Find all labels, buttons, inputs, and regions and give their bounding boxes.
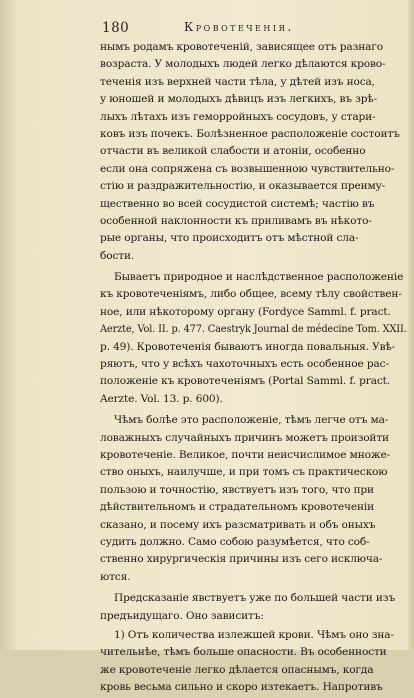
page-header (102, 20, 382, 40)
text-line: кровотеченіе. Великое, почти неисчислимое множе- (100, 448, 390, 461)
text-line: предъидущаго. Оно зависитъ: (100, 609, 264, 622)
text-line: Чѣмъ болѣе это расположеніе, тѣмъ легче отъ ма- (114, 414, 389, 427)
text-line: 1) Отъ количества излежшей крови. Чѣмъ оно зна- (114, 628, 394, 641)
text-line: Aerzte, Vol. II. p. 477. Caestryk Journal de médecine Tom. XXII. (100, 324, 407, 336)
paragraph (100, 412, 390, 586)
text-line: ются. (100, 570, 131, 583)
text-line: бости. (100, 249, 135, 262)
text-line: ряютъ, что у всѣхъ чахоточныхъ есть особенное рас- (100, 358, 389, 371)
text-line: лыхъ лѣтахъ изъ геморройныхъ сосудовъ, у стари- (100, 110, 376, 123)
text-line: сказано, и посему ихъ разсматривать и объ оныхъ (100, 518, 376, 531)
text-line: нымъ родамъ кровотеченій, зависящее отъ разнаго (100, 41, 383, 53)
text-line: Предсказаніе явствуетъ уже по большей части изъ (114, 592, 396, 605)
text-line: пользою и точностію, явствуетъ изъ того, что при (100, 483, 374, 496)
text-line: Aerzte. Vol. 13. p. 600). (100, 392, 223, 405)
page-number: 180 (102, 20, 130, 36)
text-line: ловажныхъ случайныхъ причинъ можетъ произойти (100, 431, 389, 444)
paragraph (100, 39, 400, 265)
text-line: ственно хирургическія причины изъ сего исключа- (100, 553, 383, 566)
text-line: у юношей и молодыхъ дѣвицъ изъ легкихъ, въ зрѣ- (100, 93, 378, 106)
text-line: къ кровотеченіямъ, либо общее, всему тѣлу свойствен- (100, 288, 402, 301)
text-line: стію и раздражительностію, и оказывается преиму- (100, 180, 386, 193)
text-line: рые органы, что происходитъ отъ мѣстной сла- (100, 232, 359, 245)
text-line: отчасти въ великой слабости и атоніи, особенно (100, 145, 366, 158)
paragraph (100, 269, 407, 408)
text-line: ковъ изъ почекъ. Болѣзненное расположеніе состоитъ (100, 127, 400, 140)
text-line: кровь весьма сильно и скоро изтекаетъ. Напротивъ (100, 681, 383, 694)
text-line: p. 49). Кровотеченія бываютъ иногда повальныя. Увѣ- (100, 340, 396, 353)
text-line: чительнѣе, тѣмъ больше опасности. Въ особенности (100, 646, 387, 659)
text-line: Бываетъ природное и наслѣдственное расположеніе (114, 271, 404, 284)
paragraph (100, 627, 394, 697)
text-line: щественно во всей сосудистой системѣ; частію въ (100, 197, 375, 210)
text-line: особенной наклонности къ приливамъ въ нѣкото- (100, 214, 372, 227)
text-line: судить должно. Само собою разумѣется, что соб- (100, 535, 370, 548)
text-line: если она сопряжена съ возвышенною чувствительно- (100, 162, 395, 175)
text-line: ное, или нѣкоторому органу (Fordyce Samml. f. pract. (100, 305, 391, 318)
text-line: положеніе къ кровотеченіямъ (Portal Samml. f. pract. (100, 375, 390, 388)
text-line: возраста. У молодыхъ людей легко дѣлаются крово- (100, 58, 386, 71)
text-line: теченія изъ верхней части тѣла, у дѣтей изъ носа, (100, 75, 375, 88)
text-line: дѣйствительномъ и страдательномъ кровотеченіи (100, 501, 375, 514)
body-text (100, 39, 407, 698)
page-edge (408, 0, 414, 650)
running-title: Кровотеченія. (184, 20, 294, 34)
text-line: ство оныхъ, наилучше, и при томъ съ практическою (100, 466, 388, 479)
paragraph (100, 590, 396, 625)
text-line: же кровотеченіе легко дѣлается опаснымъ, когда (100, 663, 374, 676)
